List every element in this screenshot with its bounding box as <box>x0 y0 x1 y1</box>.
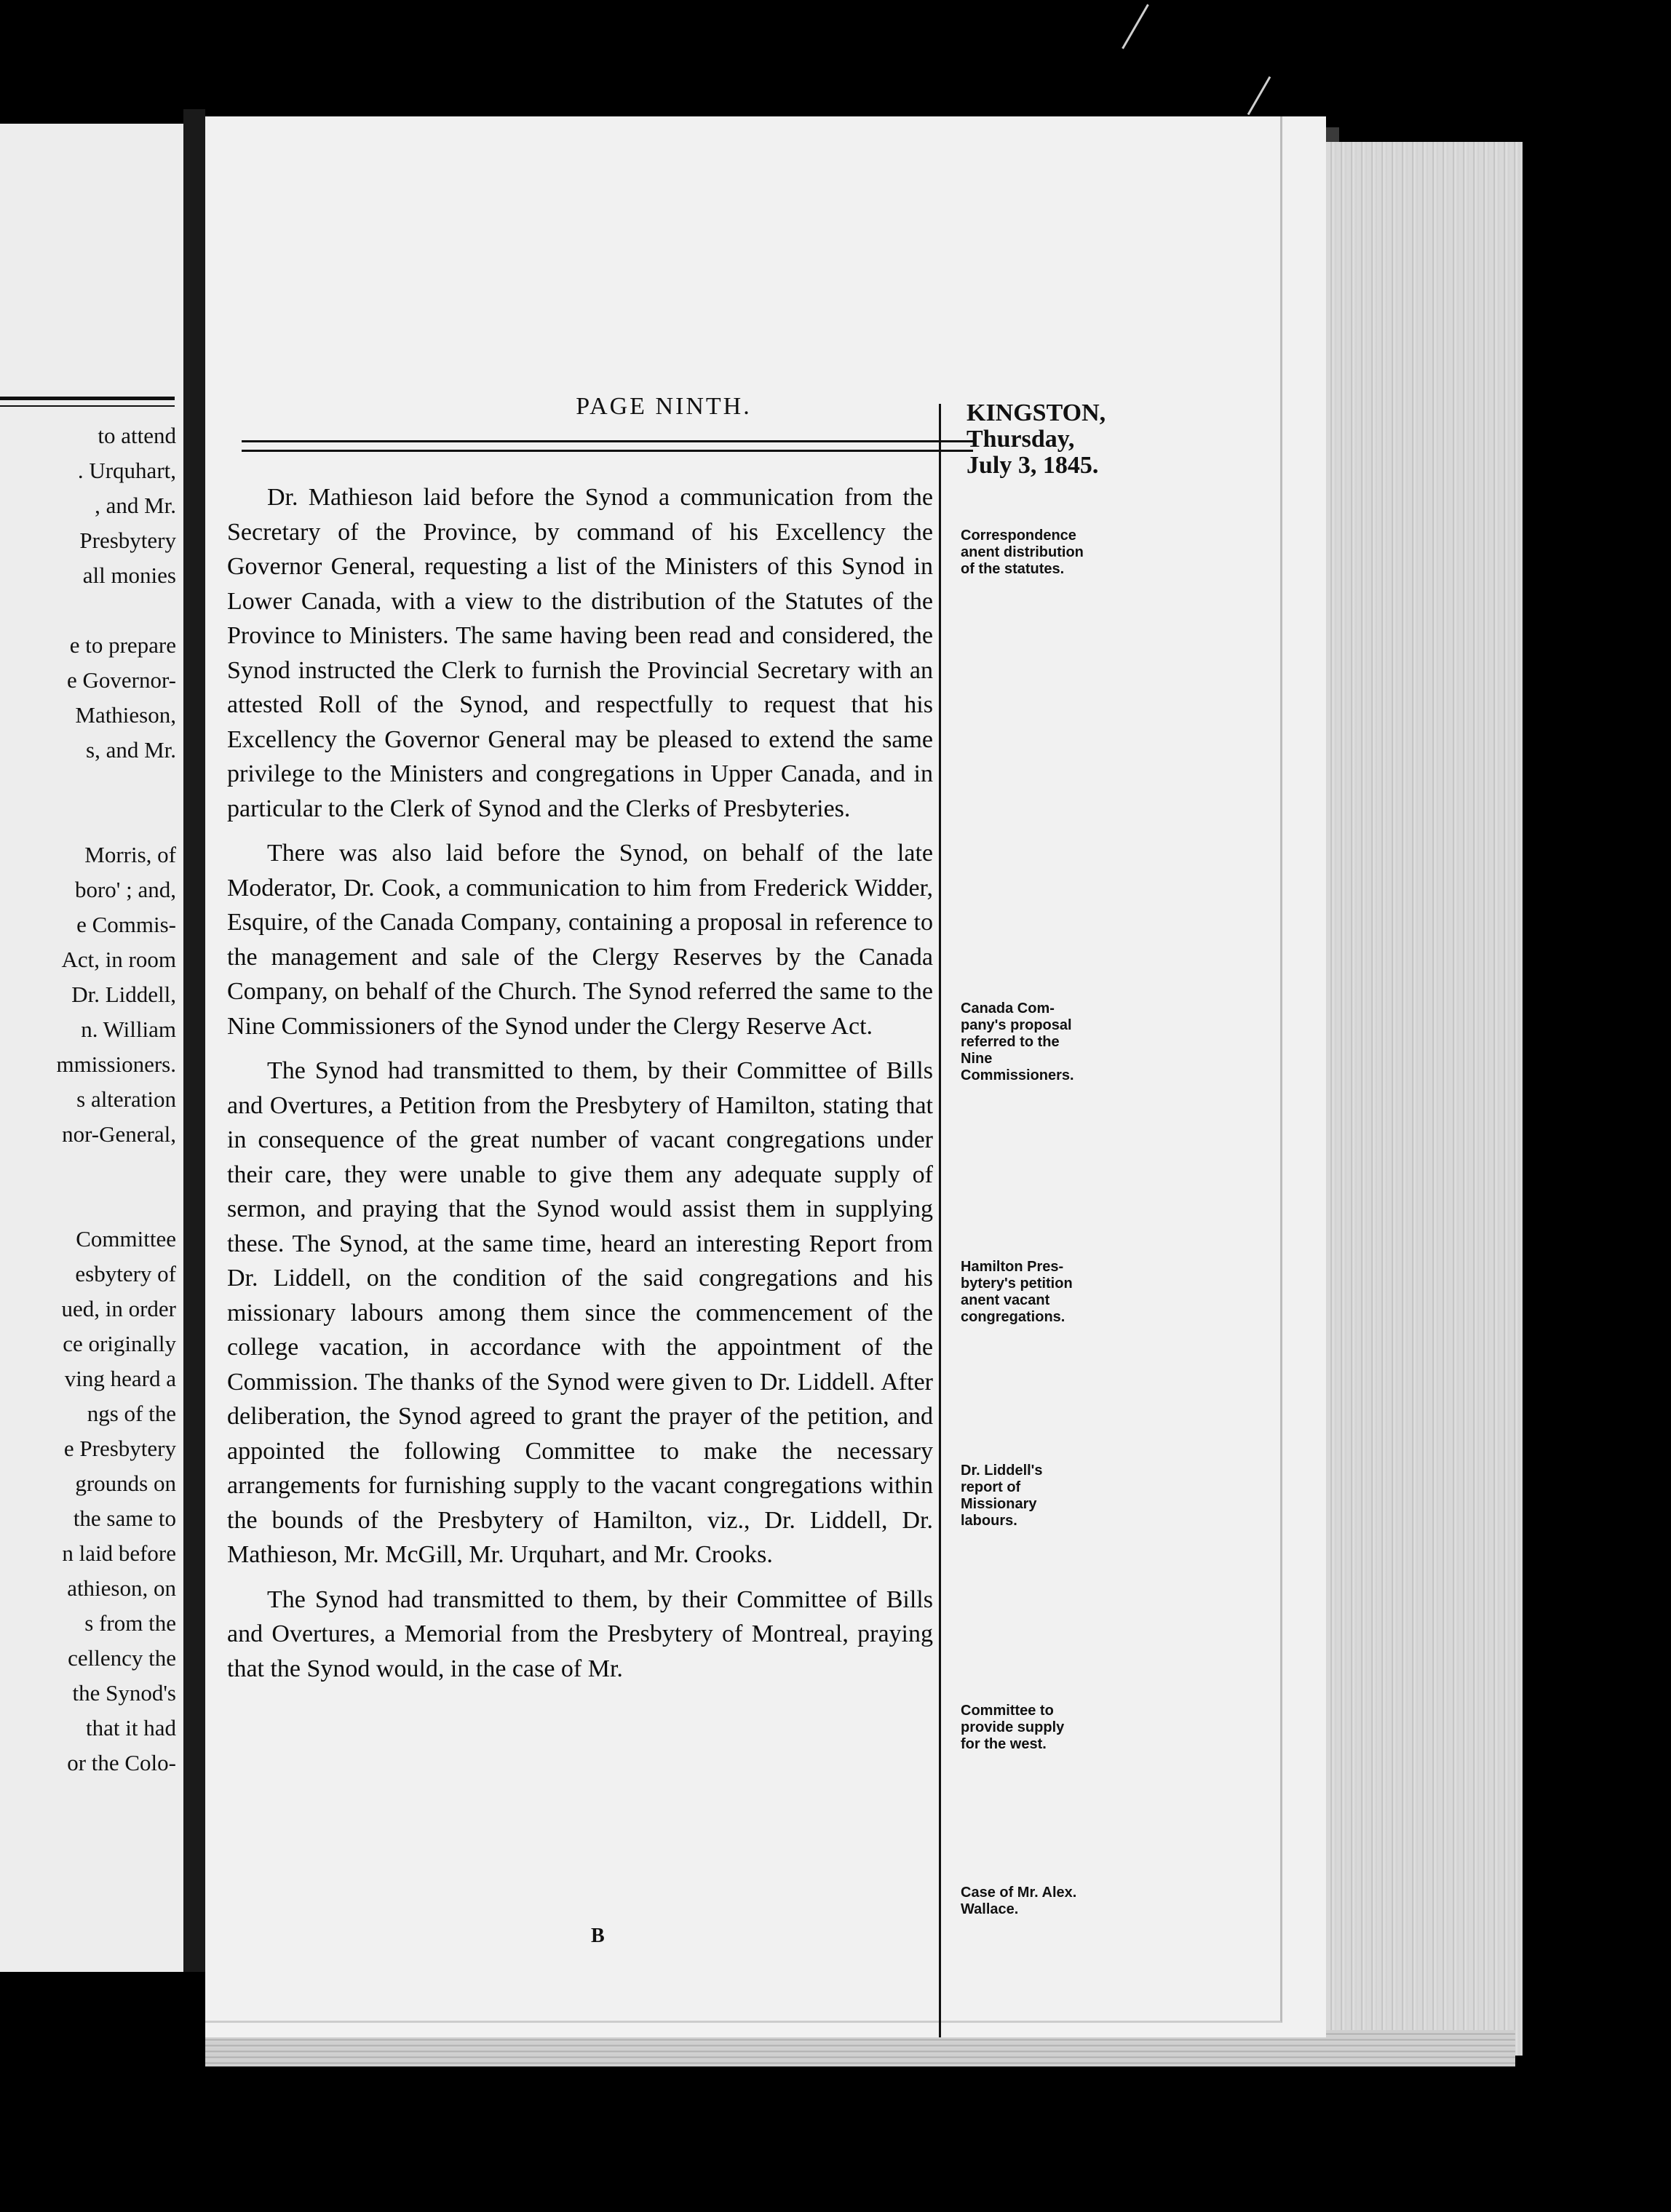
previous-page-line: esbytery of <box>75 1261 176 1286</box>
main-page <box>205 116 1326 2037</box>
main-text-column <box>227 480 933 1690</box>
previous-page-line: cellency the <box>68 1645 176 1671</box>
previous-page-line: s from the <box>84 1610 176 1636</box>
previous-page-line: that it had <box>86 1715 176 1740</box>
paragraph-hamilton-petition: The Synod had transmitted to them, by their Committee of Bills and Overtures, a Petition from the Presbytery of Hamilton, stating that in consequence of the great number of vacant congregations under their care, they were unable to give them any adequate supply of sermon, and praying that the Synod would assist them in supplying these. The Synod, at the same time, heard an interesting Report from Dr. Liddell, on the condition of the said congregations and his missionary labours among them since the commencement of the college vacation, in accordance with the appointment of the Commission. The thanks of the Synod were given to Dr. Liddell. After deliberation, the Synod agreed to grant the prayer of the petition, and appointed the following Committee to make the necessary arrangements for furnishing supply to the vacant congregations within the bounds of the Presbytery of Hamilton, viz., Dr. Liddell, Dr. Mathieson, Mr. McGill, Mr. Urquhart, and Mr. Crooks. <box>227 1057 933 1568</box>
previous-page-line <box>1 803 176 838</box>
previous-page-line: the same to <box>73 1505 176 1531</box>
previous-page <box>0 124 183 1972</box>
previous-page-line: n. William <box>81 1017 176 1042</box>
book-gutter <box>183 109 205 1972</box>
previous-page-line: Dr. Liddell, <box>71 982 176 1007</box>
previous-page-line: all monies <box>82 562 176 588</box>
previous-page-line: to attend <box>98 423 176 448</box>
previous-page-line <box>1 768 176 803</box>
session-date <box>967 400 1134 479</box>
side-note-liddell: Dr. Liddell's report of Missionary labours. <box>961 1463 1043 1529</box>
previous-page-line: or the Colo- <box>67 1750 176 1775</box>
previous-page-line: , and Mr. <box>95 493 176 518</box>
session-day: Thursday, <box>967 426 1075 453</box>
previous-page-line: . Urquhart, <box>77 458 176 483</box>
paragraph-montreal-memorial: The Synod had transmitted to them, by their Committee of Bills and Overtures, a Memorial from the Presbytery of Montreal, praying that the Synod would, in the case of Mr. <box>227 1586 933 1682</box>
column-rule <box>939 404 941 2037</box>
previous-page-line: e to prepare <box>69 632 176 658</box>
signature-mark: B <box>591 1925 605 1947</box>
previous-page-line: e Governor- <box>66 667 176 693</box>
fore-edge <box>1326 142 1523 2056</box>
previous-page-line: e Presbytery <box>63 1436 176 1461</box>
paragraph-statutes: Dr. Mathieson laid before the Synod a communication from the Secretary of the Province, by command of his Excellency the Governor General, requesting a list of the Ministers of this Synod in Lower Canada, with a view to the distribution of the Statutes of the Province to Ministers. The same having been read and considered, the Synod instructed the Clerk to furnish the Provincial Secretary with an attested Roll of the Synod, and respectfully to request that his Excellency the Governor General may be pleased to extend the same privilege to the Ministers and congregations in Upper Canada, and in particular to the Clerk of Synod and the Clerks of Presbyteries. <box>227 484 933 822</box>
side-note-canada-company: Canada Com- pany's proposal referred to the Nine Commissioners. <box>961 1000 1074 1083</box>
previous-page-line: athieson, on <box>67 1575 176 1601</box>
previous-page-line: ving heard a <box>64 1366 176 1391</box>
previous-page-line: s alteration <box>76 1086 176 1112</box>
previous-page-line: boro' ; and, <box>74 877 176 902</box>
side-note-wallace: Case of Mr. Alex. Wallace. <box>961 1885 1077 1917</box>
film-scratch <box>1247 76 1271 115</box>
previous-page-line: nor-General, <box>62 1121 176 1147</box>
previous-page-line: Morris, of <box>84 842 176 867</box>
previous-page-line: n laid before <box>62 1540 176 1566</box>
previous-page-line: Presbytery <box>79 528 176 553</box>
session-place: KINGSTON, <box>967 399 1106 426</box>
previous-page-line <box>1 1187 176 1222</box>
previous-page-line: s, and Mr. <box>86 737 176 763</box>
previous-page-line: Committee <box>76 1226 176 1252</box>
side-note-committee: Committee to provide supply for the west. <box>961 1703 1065 1752</box>
previous-page-line: ngs of the <box>87 1401 176 1426</box>
session-date-value: July 3, 1845. <box>967 452 1099 479</box>
previous-page-text <box>1 418 176 1781</box>
previous-page-line: ce originally <box>63 1331 176 1356</box>
previous-page-line: e Commis- <box>76 912 176 937</box>
previous-page-line <box>1 593 176 628</box>
paragraph-canada-company: There was also laid before the Synod, on behalf of the late Moderator, Dr. Cook, a communication to him from Frederick Widder, Esquire, of the Canada Company, containing a proposal in reference to the management and sale of the Clergy Reserves by the Canada Company, on behalf of the Church. The Synod referred the same to the Nine Commissioners of the Synod under the Clergy Reserve Act. <box>227 840 933 1040</box>
film-scratch <box>1122 4 1149 49</box>
running-head: PAGE NINTH. <box>576 393 752 420</box>
previous-page-line: ued, in order <box>61 1296 176 1321</box>
side-note-statutes: Correspondence anent distribution of the statutes. <box>961 528 1084 577</box>
previous-page-line <box>1 1152 176 1187</box>
previous-page-line: the Synod's <box>72 1680 176 1706</box>
previous-page-line: Act, in room <box>61 947 176 972</box>
previous-page-line: mmissioners. <box>56 1051 176 1077</box>
side-note-hamilton: Hamilton Pres- bytery's petition anent vacant congregations. <box>961 1259 1073 1325</box>
previous-page-line: Mathieson, <box>75 702 176 728</box>
previous-page-rule <box>0 397 175 407</box>
previous-page-line: grounds on <box>75 1471 176 1496</box>
head-rule <box>242 440 973 452</box>
